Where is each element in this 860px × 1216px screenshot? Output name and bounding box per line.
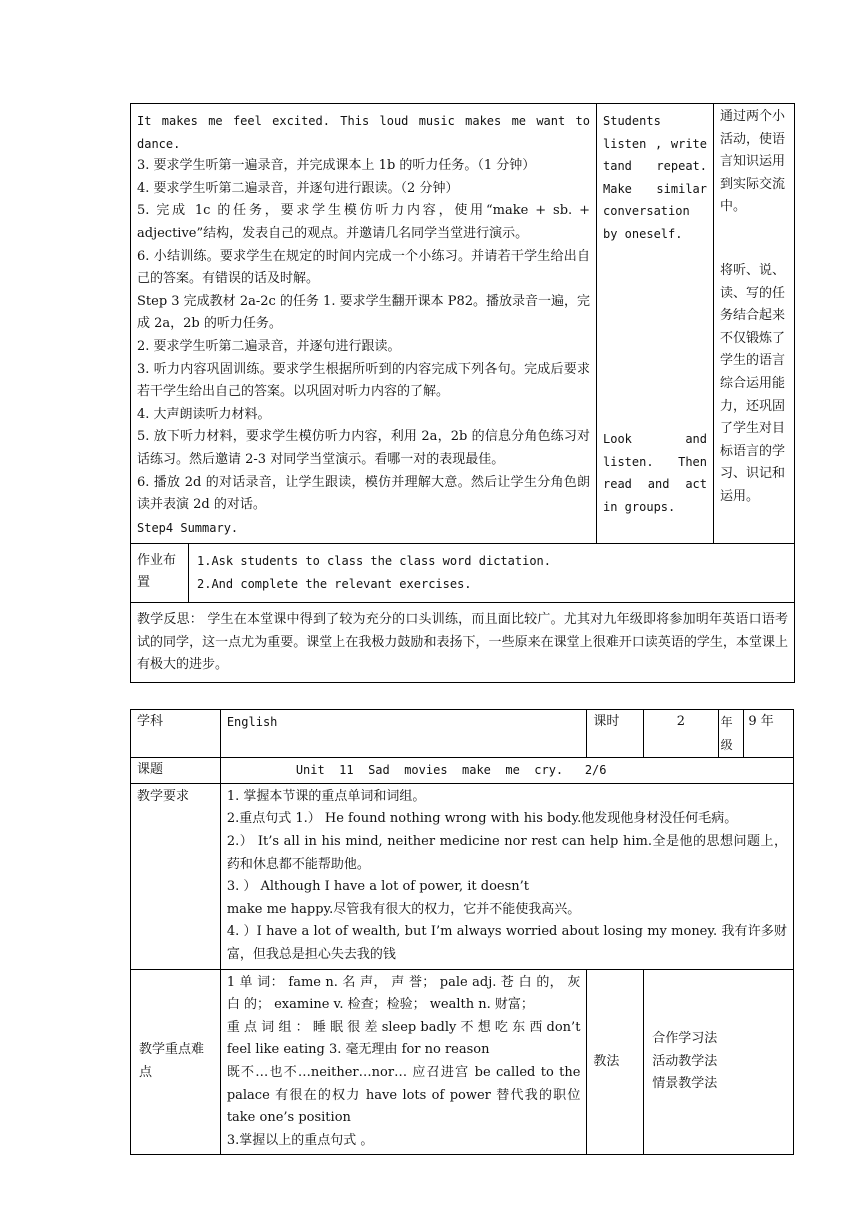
homework-line: 2.And complete the relevant exercises. [197, 576, 472, 591]
topic-value: Unit 11 Sad movies make me cry. 2/6 [220, 758, 793, 784]
process-line: Step4 Summary. [137, 520, 239, 535]
subject-label: 学科 [131, 710, 221, 758]
process-cell [131, 104, 597, 544]
process-line: Step 3 完成教材 2a-2c 的任务 1. 要求学生翻开课本 P82。播放录音一遍，完成 2a，2b 的听力任务。 [137, 293, 591, 332]
lesson-info-table [130, 709, 794, 1155]
process-line: 4. 大声朗读听力材料。 [137, 406, 271, 422]
key-points-line: 3.掌握以上的重点句式 。 [226, 1132, 374, 1148]
process-line: 3. 听力内容巩固训练。要求学生根据所听到的内容完成下列各句。完成后要求若干学生给出自己的答案。以巩固对听力内容的了解。 [137, 361, 590, 400]
requirement-line: 1. 掌握本节课的重点单词和词组。 [226, 788, 426, 804]
requirement-line: 4. ）I have a lot of wealth, but I’m always worried about losing my money. 我有许多财富，但我总是担心失去我的钱 [226, 924, 787, 962]
process-line: 6. 播放 2d 的对话录音，让学生跟读，模仿并理解大意。然后让学生分角色朗读并表演 2d 的对话。 [137, 474, 590, 513]
topic-row [131, 758, 794, 784]
requirement-line: 2.） It’s all in his mind, neither medicine nor rest can help him.全是他的思想问题上，药和休息都不能帮助他。 [226, 833, 787, 872]
requirement-line: 3. ） Although I have a lot of power, it doesn’t [226, 879, 529, 895]
process-line: It makes me feel excited. This loud music makes me want to dance. [137, 114, 590, 151]
lesson-process-table [130, 103, 795, 683]
requirement-line: 2.重点句式 1.） He found nothing wrong with his body.他发现他身材没任何毛病。 [226, 811, 738, 827]
process-line: 6. 小结训练。要求学生在规定的时间内完成一个小练习。并请若干学生给出自己的答案。有错误的话及时解。 [137, 248, 590, 287]
intent-2: 将听、说、读、写的任务结合起来不仅锻炼了学生的语言综合运用能力，还巩固了学生对目标语言的学习、识记和运用。 [720, 263, 786, 504]
student-activity-2: Look and listen. Then read and act in groups. [603, 432, 707, 514]
subject-value: English [220, 710, 587, 758]
subject-row [131, 710, 794, 758]
process-line: 5. 放下听力材料，要求学生模仿听力内容，利用 2a，2b 的信息分角色练习对话练习。然后邀请 2-3 对同学当堂演示。看哪一对的表现最佳。 [137, 429, 590, 467]
key-points-cell [220, 969, 587, 1155]
method-label: 教法 [587, 969, 644, 1155]
process-line: 5. 完成 1c 的任务，要求学生模仿听力内容，使用“make + sb. + adjective”结构，发表自己的观点。并邀请几名同学当堂进行演示。 [137, 203, 590, 241]
reflection-row [131, 603, 795, 683]
student-activity-1: Students listen , write tand repeat. Make similar conversation by oneself. [603, 114, 707, 241]
key-points-line: 1 单 词： fame n. 名 声， 声 誉； pale adj. 苍 白 的， 灰 白 的； examine v. 检查；检验； wealth n. 财富； [226, 974, 581, 1013]
key-points-line: 重 点 词 组 ： 睡 眠 很 差 sleep badly 不 想 吃 东 西 don’t feel like eating 3. 毫无理由 for no reason [226, 1019, 581, 1058]
topic-label: 课题 [131, 758, 221, 784]
homework-content [189, 544, 559, 602]
method-item: 合作学习法 [652, 1031, 718, 1047]
requirement-line: make me happy.尽管我有很大的权力，它并不能使我高兴。 [226, 901, 581, 917]
student-activity-cell [597, 104, 714, 544]
requirement-row [131, 783, 794, 969]
intent-1: 通过两个小活动，使语言知识运用到实际交流中。 [720, 109, 786, 215]
process-line: 3. 要求学生听第一遍录音，并完成课本上 1b 的听力任务。（1 分钟） [137, 158, 536, 174]
period-value: 2 [644, 710, 718, 758]
method-item: 情景教学法 [652, 1076, 718, 1092]
grade-value: 9 年 [744, 710, 794, 758]
intent-cell [714, 104, 795, 544]
key-points-label: 教学重点难点 [131, 969, 221, 1155]
period-label: 课时 [587, 710, 644, 758]
reflection-cell: 教学反思： 学生在本堂课中得到了较为充分的口头训练，而且面比较广。尤其对九年级即将参加明年英语口语考试的同学，这一点尤为重要。课堂上在我极力鼓励和表扬下，一些原来在课堂上很难开口读英语的学生，本堂课上有极大的进步。 [131, 603, 795, 683]
process-row [131, 104, 795, 544]
grade-label: 年级 [718, 710, 744, 758]
key-points-line: 既不…也不…neither…nor… 应召进宫 be called to the palace 有很在的权力 have lots of power 替代我的职位 take one’s position [226, 1064, 581, 1126]
process-line: 2. 要求学生听第二遍录音，并逐句进行跟读。 [137, 338, 401, 354]
key-points-row [131, 969, 794, 1155]
homework-cell [131, 544, 795, 603]
homework-row [131, 544, 795, 603]
homework-line: 1.Ask students to class the class word dictation. [197, 554, 552, 569]
method-item: 活动教学法 [652, 1053, 718, 1069]
homework-label: 作业布置 [131, 544, 189, 602]
method-cell [644, 969, 794, 1155]
requirement-label: 教学要求 [131, 783, 221, 969]
process-line: 4. 要求学生听第二遍录音，并逐句进行跟读。（2 分钟） [137, 180, 459, 196]
requirement-cell [220, 783, 793, 969]
